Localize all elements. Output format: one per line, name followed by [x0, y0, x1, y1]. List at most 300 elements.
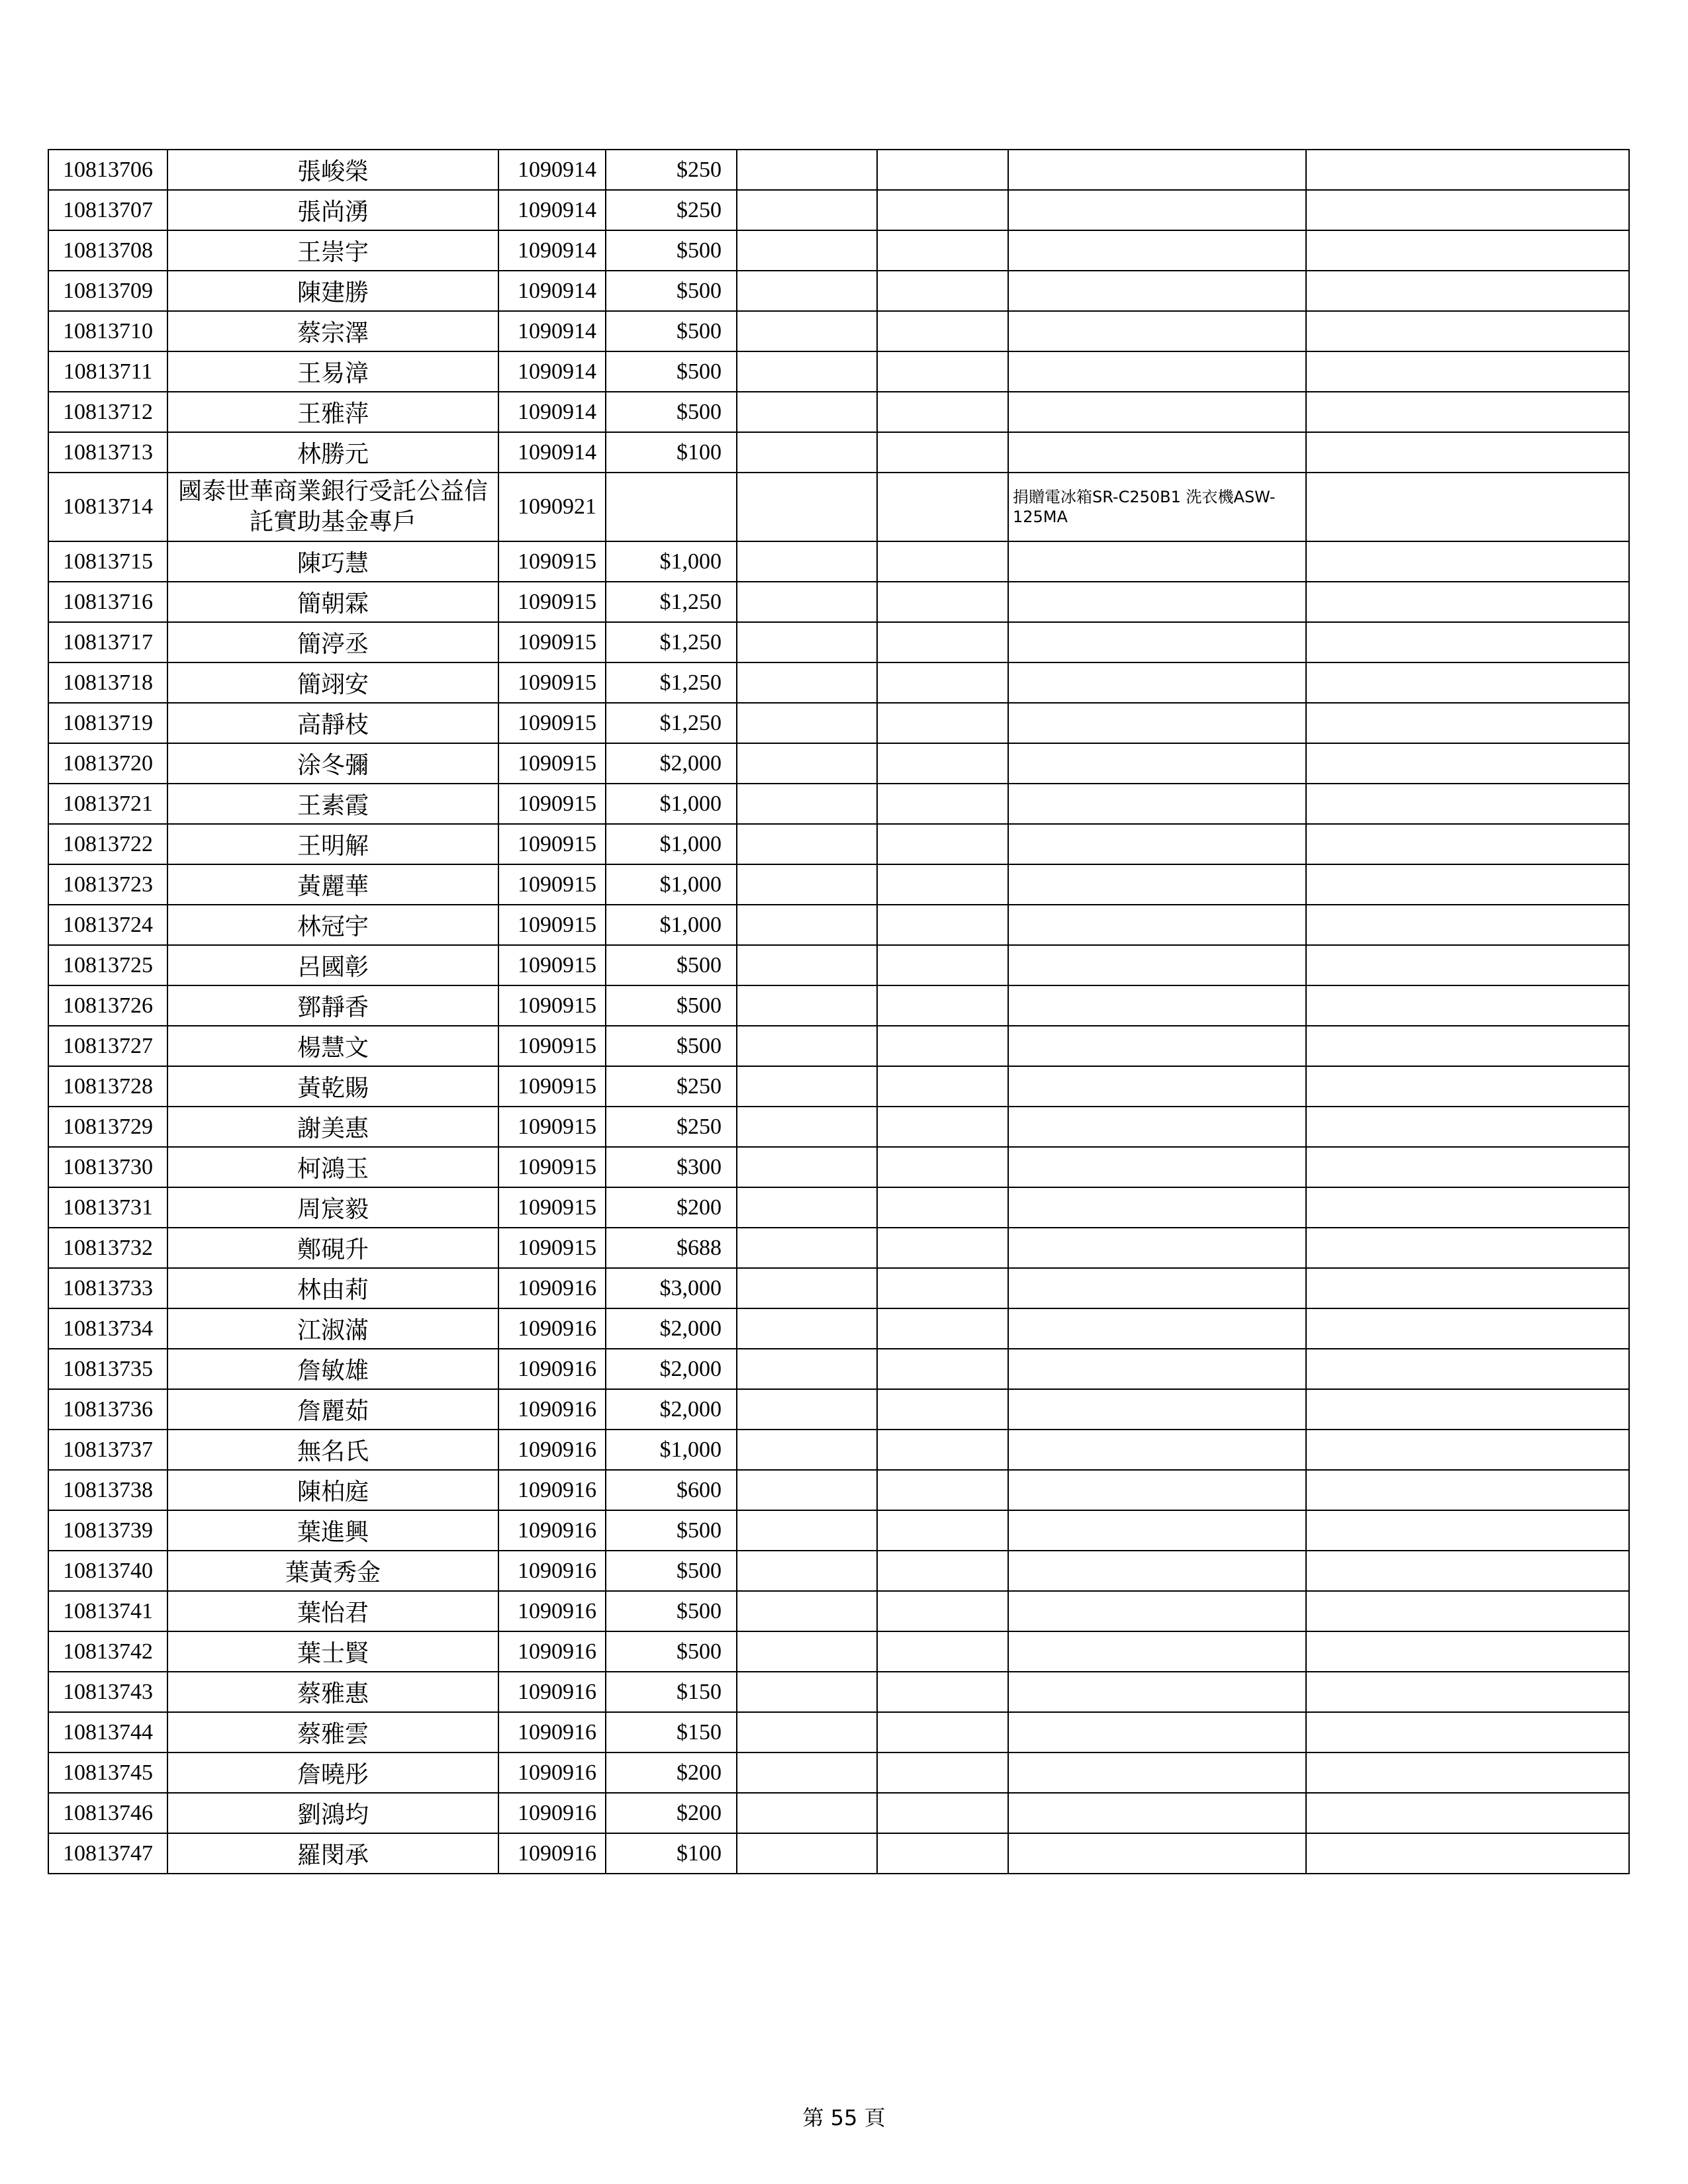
- donation-date-cell: 1090914: [498, 271, 606, 311]
- receipt-number-cell: 10813709: [48, 271, 167, 311]
- table-row: [48, 150, 1629, 190]
- empty-cell: [877, 662, 1008, 703]
- donor-name-cell: 王雅萍: [167, 392, 498, 432]
- receipt-number-cell: 10813747: [48, 1833, 167, 1874]
- amount-cell: $250: [606, 1066, 737, 1107]
- donation-date-cell: 1090916: [498, 1833, 606, 1874]
- empty-cell: [877, 1066, 1008, 1107]
- donor-name-cell: 簡朝霖: [167, 582, 498, 622]
- note-cell: [1008, 1591, 1306, 1631]
- amount-cell: $500: [606, 1510, 737, 1551]
- empty-cell: [877, 1793, 1008, 1833]
- empty-cell: [737, 905, 877, 945]
- empty-cell: [1306, 541, 1629, 582]
- empty-cell: [877, 1672, 1008, 1712]
- donor-name-cell: 蔡雅雲: [167, 1712, 498, 1752]
- donor-name-cell: 陳柏庭: [167, 1470, 498, 1510]
- empty-cell: [737, 190, 877, 230]
- empty-cell: [737, 1349, 877, 1389]
- empty-cell: [1306, 1026, 1629, 1066]
- amount-cell: $1,000: [606, 864, 737, 905]
- note-cell: [1008, 1430, 1306, 1470]
- donation-date-cell: 1090916: [498, 1551, 606, 1591]
- empty-cell: [1306, 1308, 1629, 1349]
- donation-date-cell: 1090914: [498, 230, 606, 271]
- empty-cell: [877, 1308, 1008, 1349]
- table-row: [48, 190, 1629, 230]
- donation-date-cell: 1090915: [498, 541, 606, 582]
- table-row: [48, 864, 1629, 905]
- table-row: [48, 432, 1629, 473]
- note-cell: [1008, 1672, 1306, 1712]
- empty-cell: [737, 1107, 877, 1147]
- donor-name-cell: 王素霞: [167, 784, 498, 824]
- empty-cell: [737, 311, 877, 351]
- empty-cell: [1306, 190, 1629, 230]
- empty-cell: [877, 905, 1008, 945]
- amount-cell: $500: [606, 1631, 737, 1672]
- empty-cell: [1306, 150, 1629, 190]
- donation-date-cell: 1090915: [498, 1147, 606, 1187]
- donor-name-cell: 陳建勝: [167, 271, 498, 311]
- receipt-number-cell: 10813722: [48, 824, 167, 864]
- amount-cell: $500: [606, 1026, 737, 1066]
- receipt-number-cell: 10813740: [48, 1551, 167, 1591]
- amount-cell: $150: [606, 1672, 737, 1712]
- amount-cell: $500: [606, 945, 737, 985]
- donor-name-cell: 詹麗茹: [167, 1389, 498, 1430]
- receipt-number-cell: 10813726: [48, 985, 167, 1026]
- receipt-number-cell: 10813710: [48, 311, 167, 351]
- table-row: [48, 1712, 1629, 1752]
- empty-cell: [1306, 1389, 1629, 1430]
- donation-date-cell: 1090914: [498, 311, 606, 351]
- table-row: [48, 1752, 1629, 1793]
- note-cell: [1008, 985, 1306, 1026]
- donation-date-cell: 1090916: [498, 1430, 606, 1470]
- note-cell: [1008, 150, 1306, 190]
- table-row: [48, 1107, 1629, 1147]
- amount-cell: $1,250: [606, 703, 737, 743]
- donor-name-cell: 陳巧慧: [167, 541, 498, 582]
- amount-cell: $1,000: [606, 541, 737, 582]
- donation-date-cell: 1090916: [498, 1752, 606, 1793]
- empty-cell: [1306, 230, 1629, 271]
- table-row: [48, 662, 1629, 703]
- donation-date-cell: 1090915: [498, 784, 606, 824]
- empty-cell: [737, 230, 877, 271]
- empty-cell: [1306, 622, 1629, 662]
- donation-date-cell: 1090915: [498, 622, 606, 662]
- empty-cell: [877, 1752, 1008, 1793]
- empty-cell: [737, 351, 877, 392]
- donor-name-cell: 黃麗華: [167, 864, 498, 905]
- empty-cell: [1306, 1228, 1629, 1268]
- receipt-number-cell: 10813734: [48, 1308, 167, 1349]
- empty-cell: [877, 473, 1008, 541]
- table-row: [48, 1147, 1629, 1187]
- empty-cell: [737, 392, 877, 432]
- donor-name-cell: 蔡宗澤: [167, 311, 498, 351]
- note-cell: [1008, 1066, 1306, 1107]
- donor-name-cell: 葉進興: [167, 1510, 498, 1551]
- amount-cell: $150: [606, 1712, 737, 1752]
- empty-cell: [737, 1752, 877, 1793]
- empty-cell: [877, 392, 1008, 432]
- donation-date-cell: 1090916: [498, 1793, 606, 1833]
- donation-date-cell: 1090915: [498, 905, 606, 945]
- empty-cell: [1306, 703, 1629, 743]
- empty-cell: [877, 1551, 1008, 1591]
- donation-date-cell: 1090915: [498, 1066, 606, 1107]
- table-row: [48, 1793, 1629, 1833]
- empty-cell: [737, 1793, 877, 1833]
- note-cell: [1008, 784, 1306, 824]
- donor-name-cell: 國泰世華商業銀行受託公益信託實助基金專戶: [167, 473, 498, 541]
- empty-cell: [737, 1187, 877, 1228]
- donation-date-cell: 1090916: [498, 1349, 606, 1389]
- receipt-number-cell: 10813720: [48, 743, 167, 784]
- table-row: [48, 905, 1629, 945]
- table-row: [48, 945, 1629, 985]
- empty-cell: [877, 743, 1008, 784]
- table-row: [48, 824, 1629, 864]
- receipt-number-cell: 10813743: [48, 1672, 167, 1712]
- receipt-number-cell: 10813708: [48, 230, 167, 271]
- amount-cell: $250: [606, 150, 737, 190]
- ledger-body: [48, 150, 1629, 1874]
- donation-date-cell: 1090915: [498, 743, 606, 784]
- donation-date-cell: 1090915: [498, 1228, 606, 1268]
- note-cell: [1008, 432, 1306, 473]
- empty-cell: [1306, 1591, 1629, 1631]
- empty-cell: [737, 1228, 877, 1268]
- empty-cell: [1306, 1349, 1629, 1389]
- empty-cell: [1306, 743, 1629, 784]
- amount-cell: $100: [606, 1833, 737, 1874]
- amount-cell: $2,000: [606, 1389, 737, 1430]
- note-cell: [1008, 1147, 1306, 1187]
- empty-cell: [737, 824, 877, 864]
- empty-cell: [1306, 1510, 1629, 1551]
- empty-cell: [737, 271, 877, 311]
- empty-cell: [877, 824, 1008, 864]
- empty-cell: [1306, 392, 1629, 432]
- table-row: [48, 784, 1629, 824]
- empty-cell: [877, 1591, 1008, 1631]
- empty-cell: [877, 1268, 1008, 1308]
- donor-name-cell: 王易漳: [167, 351, 498, 392]
- receipt-number-cell: 10813712: [48, 392, 167, 432]
- empty-cell: [1306, 1793, 1629, 1833]
- donor-name-cell: 呂國彰: [167, 945, 498, 985]
- empty-cell: [737, 150, 877, 190]
- empty-cell: [737, 582, 877, 622]
- donation-date-cell: 1090915: [498, 1107, 606, 1147]
- table-row: [48, 1430, 1629, 1470]
- note-cell: [1008, 582, 1306, 622]
- donor-name-cell: 蔡雅惠: [167, 1672, 498, 1712]
- empty-cell: [1306, 1187, 1629, 1228]
- receipt-number-cell: 10813730: [48, 1147, 167, 1187]
- note-cell: [1008, 662, 1306, 703]
- empty-cell: [877, 985, 1008, 1026]
- empty-cell: [737, 1591, 877, 1631]
- table-row: [48, 1268, 1629, 1308]
- receipt-number-cell: 10813721: [48, 784, 167, 824]
- donation-date-cell: 1090916: [498, 1268, 606, 1308]
- receipt-number-cell: 10813741: [48, 1591, 167, 1631]
- empty-cell: [737, 985, 877, 1026]
- donor-name-cell: 黃乾賜: [167, 1066, 498, 1107]
- amount-cell: $1,000: [606, 784, 737, 824]
- receipt-number-cell: 10813706: [48, 150, 167, 190]
- receipt-number-cell: 10813723: [48, 864, 167, 905]
- table-row: [48, 1228, 1629, 1268]
- note-cell: [1008, 1833, 1306, 1874]
- empty-cell: [1306, 945, 1629, 985]
- empty-cell: [877, 150, 1008, 190]
- table-row: [48, 230, 1629, 271]
- amount-cell: $500: [606, 351, 737, 392]
- note-cell: [1008, 1510, 1306, 1551]
- empty-cell: [877, 1228, 1008, 1268]
- donation-date-cell: 1090914: [498, 150, 606, 190]
- empty-cell: [877, 311, 1008, 351]
- donation-date-cell: 1090916: [498, 1631, 606, 1672]
- donor-name-cell: 張尚湧: [167, 190, 498, 230]
- donor-name-cell: 葉士賢: [167, 1631, 498, 1672]
- donation-date-cell: 1090914: [498, 432, 606, 473]
- donation-date-cell: 1090914: [498, 190, 606, 230]
- empty-cell: [1306, 473, 1629, 541]
- empty-cell: [737, 1430, 877, 1470]
- page-number: 第 55 頁: [802, 2105, 886, 2130]
- receipt-number-cell: 10813719: [48, 703, 167, 743]
- empty-cell: [1306, 662, 1629, 703]
- note-cell: [1008, 1349, 1306, 1389]
- empty-cell: [1306, 351, 1629, 392]
- empty-cell: [1306, 824, 1629, 864]
- amount-cell: $500: [606, 311, 737, 351]
- empty-cell: [877, 432, 1008, 473]
- donor-name-cell: 無名氏: [167, 1430, 498, 1470]
- donation-date-cell: 1090915: [498, 582, 606, 622]
- note-cell: [1008, 541, 1306, 582]
- amount-cell: $1,250: [606, 662, 737, 703]
- table-row: [48, 1026, 1629, 1066]
- amount-cell: $2,000: [606, 743, 737, 784]
- empty-cell: [877, 1631, 1008, 1672]
- amount-cell: [606, 473, 737, 541]
- empty-cell: [1306, 432, 1629, 473]
- donation-date-cell: 1090915: [498, 1187, 606, 1228]
- receipt-number-cell: 10813742: [48, 1631, 167, 1672]
- donor-name-cell: 王崇宇: [167, 230, 498, 271]
- donation-ledger-table: [48, 149, 1630, 1874]
- donor-name-cell: 王明解: [167, 824, 498, 864]
- note-cell: [1008, 945, 1306, 985]
- donation-date-cell: 1090916: [498, 1308, 606, 1349]
- donor-name-cell: 涂冬彌: [167, 743, 498, 784]
- donor-name-cell: 鄧靜香: [167, 985, 498, 1026]
- empty-cell: [737, 1712, 877, 1752]
- empty-cell: [737, 1833, 877, 1874]
- donation-date-cell: 1090916: [498, 1389, 606, 1430]
- empty-cell: [877, 351, 1008, 392]
- note-cell: [1008, 1631, 1306, 1672]
- receipt-number-cell: 10813744: [48, 1712, 167, 1752]
- note-cell: [1008, 824, 1306, 864]
- table-row: [48, 351, 1629, 392]
- donation-date-cell: 1090921: [498, 473, 606, 541]
- donor-name-cell: 葉怡君: [167, 1591, 498, 1631]
- amount-cell: $250: [606, 190, 737, 230]
- amount-cell: $1,000: [606, 905, 737, 945]
- receipt-number-cell: 10813746: [48, 1793, 167, 1833]
- note-cell: 捐贈電冰箱SR-C250B1 洗衣機ASW-125MA: [1008, 473, 1306, 541]
- empty-cell: [877, 1430, 1008, 1470]
- empty-cell: [1306, 864, 1629, 905]
- empty-cell: [737, 541, 877, 582]
- receipt-number-cell: 10813724: [48, 905, 167, 945]
- amount-cell: $500: [606, 230, 737, 271]
- empty-cell: [1306, 1066, 1629, 1107]
- empty-cell: [1306, 1470, 1629, 1510]
- empty-cell: [1306, 1147, 1629, 1187]
- empty-cell: [877, 1510, 1008, 1551]
- amount-cell: $1,250: [606, 622, 737, 662]
- amount-cell: $1,000: [606, 1430, 737, 1470]
- empty-cell: [737, 1551, 877, 1591]
- donation-date-cell: 1090915: [498, 824, 606, 864]
- note-cell: [1008, 311, 1306, 351]
- table-row: [48, 1833, 1629, 1874]
- empty-cell: [737, 662, 877, 703]
- receipt-number-cell: 10813725: [48, 945, 167, 985]
- empty-cell: [1306, 905, 1629, 945]
- table-row: [48, 1349, 1629, 1389]
- amount-cell: $600: [606, 1470, 737, 1510]
- receipt-number-cell: 10813728: [48, 1066, 167, 1107]
- donor-name-cell: 柯鴻玉: [167, 1147, 498, 1187]
- receipt-number-cell: 10813716: [48, 582, 167, 622]
- note-cell: [1008, 1308, 1306, 1349]
- empty-cell: [1306, 1712, 1629, 1752]
- empty-cell: [877, 945, 1008, 985]
- note-cell: [1008, 864, 1306, 905]
- receipt-number-cell: 10813739: [48, 1510, 167, 1551]
- note-cell: [1008, 1389, 1306, 1430]
- empty-cell: [1306, 311, 1629, 351]
- donor-name-cell: 簡翊安: [167, 662, 498, 703]
- table-row: [48, 541, 1629, 582]
- table-row: [48, 1308, 1629, 1349]
- note-cell: [1008, 1026, 1306, 1066]
- donor-name-cell: 鄭硯升: [167, 1228, 498, 1268]
- note-cell: [1008, 1712, 1306, 1752]
- table-row: [48, 743, 1629, 784]
- empty-cell: [1306, 271, 1629, 311]
- receipt-number-cell: 10813714: [48, 473, 167, 541]
- donor-name-cell: 張峻榮: [167, 150, 498, 190]
- donor-name-cell: 林由莉: [167, 1268, 498, 1308]
- receipt-number-cell: 10813732: [48, 1228, 167, 1268]
- donor-name-cell: 簡渟丞: [167, 622, 498, 662]
- empty-cell: [1306, 582, 1629, 622]
- note-cell: [1008, 1187, 1306, 1228]
- note-cell: [1008, 190, 1306, 230]
- donation-date-cell: 1090915: [498, 662, 606, 703]
- donor-name-cell: 羅閔承: [167, 1833, 498, 1874]
- empty-cell: [877, 190, 1008, 230]
- donation-date-cell: 1090916: [498, 1510, 606, 1551]
- empty-cell: [737, 945, 877, 985]
- note-cell: [1008, 1228, 1306, 1268]
- amount-cell: $688: [606, 1228, 737, 1268]
- donor-name-cell: 謝美惠: [167, 1107, 498, 1147]
- donation-date-cell: 1090915: [498, 985, 606, 1026]
- note-cell: [1008, 1752, 1306, 1793]
- empty-cell: [737, 1631, 877, 1672]
- table-row: [48, 1591, 1629, 1631]
- empty-cell: [737, 473, 877, 541]
- amount-cell: $200: [606, 1793, 737, 1833]
- receipt-number-cell: 10813707: [48, 190, 167, 230]
- empty-cell: [737, 1147, 877, 1187]
- empty-cell: [737, 743, 877, 784]
- note-cell: [1008, 1793, 1306, 1833]
- amount-cell: $100: [606, 432, 737, 473]
- donation-date-cell: 1090915: [498, 1026, 606, 1066]
- donation-date-cell: 1090916: [498, 1672, 606, 1712]
- amount-cell: $1,250: [606, 582, 737, 622]
- amount-cell: $500: [606, 1551, 737, 1591]
- empty-cell: [737, 622, 877, 662]
- donation-date-cell: 1090916: [498, 1712, 606, 1752]
- amount-cell: $300: [606, 1147, 737, 1187]
- table-row: [48, 985, 1629, 1026]
- empty-cell: [737, 1268, 877, 1308]
- empty-cell: [737, 1308, 877, 1349]
- empty-cell: [737, 1389, 877, 1430]
- receipt-number-cell: 10813718: [48, 662, 167, 703]
- empty-cell: [877, 1712, 1008, 1752]
- receipt-number-cell: 10813731: [48, 1187, 167, 1228]
- table-row: [48, 1631, 1629, 1672]
- receipt-number-cell: 10813745: [48, 1752, 167, 1793]
- table-row: [48, 1389, 1629, 1430]
- donor-name-cell: 詹曉彤: [167, 1752, 498, 1793]
- amount-cell: $2,000: [606, 1308, 737, 1349]
- note-cell: [1008, 392, 1306, 432]
- note-cell: [1008, 230, 1306, 271]
- empty-cell: [877, 1187, 1008, 1228]
- table-row: [48, 1066, 1629, 1107]
- empty-cell: [877, 784, 1008, 824]
- donor-name-cell: 劉鴻均: [167, 1793, 498, 1833]
- empty-cell: [737, 1672, 877, 1712]
- note-cell: [1008, 743, 1306, 784]
- note-cell: [1008, 622, 1306, 662]
- donation-date-cell: 1090915: [498, 703, 606, 743]
- receipt-number-cell: 10813733: [48, 1268, 167, 1308]
- empty-cell: [877, 271, 1008, 311]
- note-cell: [1008, 351, 1306, 392]
- table-row: [48, 1187, 1629, 1228]
- table-row: [48, 271, 1629, 311]
- empty-cell: [877, 703, 1008, 743]
